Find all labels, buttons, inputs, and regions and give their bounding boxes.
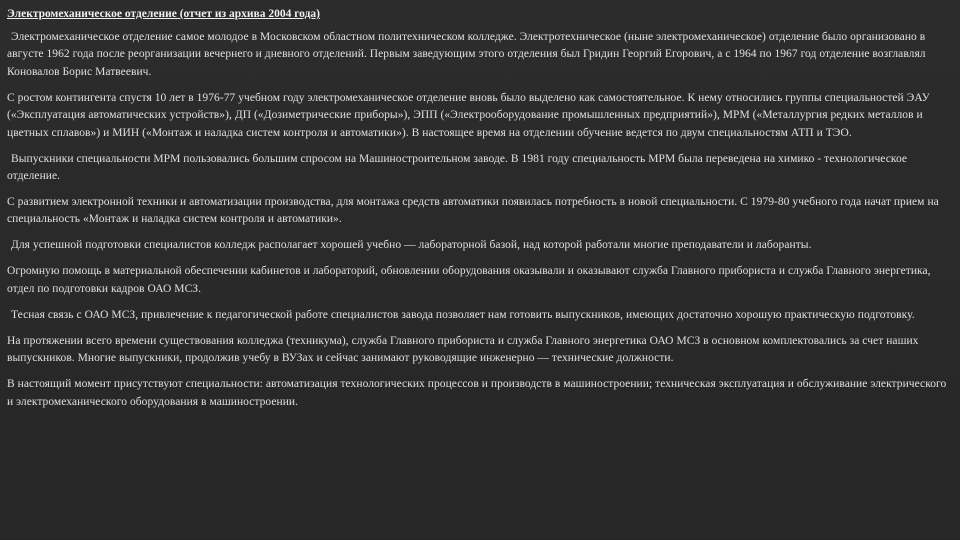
paragraph-current-specialties: В настоящий момент присутствуют специальности: автоматизация технологических процессов и производств в машиностроении; техническая эксплуатация и обслуживание электрического и электромеханического оборудования в машиностроении. bbox=[7, 378, 947, 408]
paragraph-cooperation: Тесная связь с ОАО МСЗ, привлечение к педагогической работе специалистов завода позволяет нам готовить выпускников, имеющих достаточно хорошую практическую подготовку. bbox=[11, 308, 915, 321]
paragraph-graduates-mrm: Выпускники специальности МРМ пользовались большим спросом на Машиностроительном заводе. В 1981 году специальность МРМ была переведена на химико - технологическое отделение. bbox=[7, 152, 908, 183]
paragraph-contingent: С ростом контингента спустя 10 лет в 1976-77 учебном году электромеханическое отделение вновь было выделено как самостоятельное. К нему относились группы специальностей ЭАУ («Эксплуатация автоматических устройств»), ДП («Дозиметрические приборы»), ЭПП («Электрооборудование промышленных предприятий»), МРМ («Металлургия редких металлов и цветных сплавов») и МИН («Монтаж и наладка систем контроля и автоматики»). В настоящее время на отделении обучение ведется по двум специальностям АТП и ТЭО. bbox=[7, 91, 930, 139]
document-title: Электромеханическое отделение (отчет из архива 2004 года) bbox=[7, 8, 320, 20]
paragraph-alumni: На протяжении всего времени существования колледжа (техникума), служба Главного прибориста и служба Главного энергетика ОАО МСЗ в основном комплектовались за счет наших выпускников. Многие выпускники, продолжив учебу в ВУЗах и сейчас занимают руководящие инженерно — технические должности. bbox=[7, 334, 919, 365]
paragraph-lab-base: Для успешной подготовки специалистов колледж располагает хорошей учебно — лабораторной базой, над которой работали многие преподаватели и лаборанты. bbox=[11, 239, 812, 252]
paragraph-history: Электромеханическое отделение самое молодое в Московском областном политехническом колледже. Электротехническое (ныне электромеханическое) отделение было организовано в августе 1962 года после реорганизации вечернего и дневного отделений. Первым заведующим этого отделения был Гридин Георгий Егорович, а с 1964 по 1967 год отделение возглавлял Коновалов Борис Матвеевич. bbox=[7, 31, 926, 78]
paragraph-support: Огромную помощь в материальной обеспечении кабинетов и лабораторий, обновлении оборудования оказывали и оказывают служба Главного прибориста и служба Главного энергетика, отдел по подготовки кадров ОАО МСЗ. bbox=[7, 265, 931, 295]
paragraph-new-specialty: С развитием электронной техники и автоматизации производства, для монтажа средств автоматики появилась потребность в новой специальности. С 1979-80 учебного года начат прием на специальность «Монтаж и наладка систем контроля и автоматики». bbox=[7, 196, 939, 226]
